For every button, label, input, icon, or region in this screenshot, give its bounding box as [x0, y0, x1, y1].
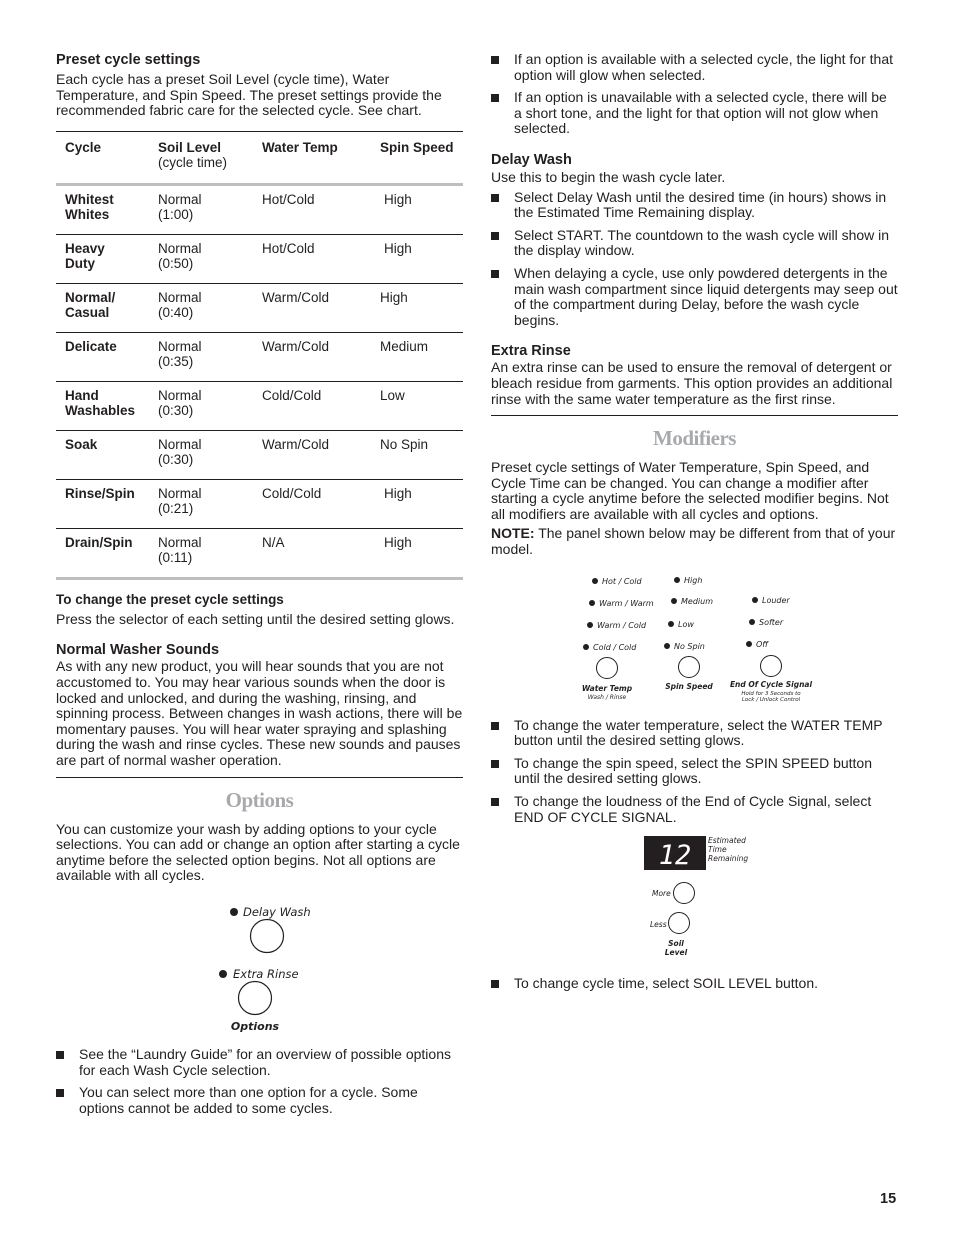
extra-rinse-text: An extra rinse can be used to ensure the removal of detergent or bleach residue from garments. This option provides an additional rinse with the same water temperature as the first rinse.: [491, 359, 893, 407]
delay-wash-button[interactable]: [251, 919, 284, 952]
cell-cycle: Drain/Spin: [56, 528, 149, 578]
cell-cycle: Whitest Whites: [56, 184, 149, 234]
table-row: [56, 430, 463, 479]
cell-cycle: Normal/ Casual: [56, 283, 149, 332]
list-item: When delaying a cycle, use only powdered detergents in the main wash compartment since liquid detergents may seep out of the compartment during Delay, before the wash cycle begins.: [491, 266, 898, 328]
note-label: NOTE:: [491, 525, 535, 542]
signal-option-softer: Softer: [759, 617, 784, 627]
extra-rinse-button[interactable]: [239, 981, 272, 1014]
cell-spin: Medium: [371, 332, 463, 381]
table-row: [56, 381, 463, 430]
list-item: You can select more than one option for a cycle. Some options cannot be added to some cycles.: [56, 1085, 463, 1116]
water-temp-button[interactable]: [597, 657, 618, 678]
temp-option-cold-cold: Cold / Cold: [593, 642, 637, 652]
table-row: [56, 479, 463, 528]
soil-level-bullets: [491, 976, 898, 992]
end-of-cycle-signal-label: End Of Cycle Signal: [729, 679, 813, 689]
list-item: Select Delay Wash until the desired time (in hours) shows in the Estimated Time Remaining display.: [491, 190, 898, 221]
signal-option-louder: Louder: [762, 595, 790, 605]
high-light: [674, 577, 680, 583]
list-item: If an option is unavailable with a selected cycle, there will be a short tone, and the light for that option will not glow when selected.: [491, 90, 898, 137]
sounds-heading: Normal Washer Sounds: [56, 642, 220, 659]
cell-temp: Cold/Cold: [253, 479, 371, 528]
options-bullets: [56, 1047, 463, 1116]
cell-cycle: Hand Washables: [56, 381, 149, 430]
list-item: See the “Laundry Guide” for an overview of possible options for each Wash Cycle selection.: [56, 1047, 463, 1078]
modifiers-text: Preset cycle settings of Water Temperature, Spin Speed, and Cycle Time can be changed. You can change a modifier after starting a cycle anytime before the selected modifier begins. Not all modifiers are available with all cycles and options.: [491, 459, 889, 522]
temp-option-warm-cold: Warm / Cold: [597, 620, 647, 630]
right-column: [491, 52, 898, 999]
warm-warm-light: [589, 600, 595, 606]
soil-level-panel-illustration: [491, 834, 898, 964]
cell-spin: Low: [371, 381, 463, 430]
modifiers-bullets: [491, 718, 898, 826]
options-panel-illustration: [56, 890, 463, 1032]
table-row: [56, 283, 463, 332]
cell-cycle: Soak: [56, 430, 149, 479]
modifiers-title: Modifiers: [653, 426, 736, 451]
delay-wash-bullets: [491, 190, 898, 329]
spin-option-low: Low: [678, 619, 694, 629]
cell-cycle: Heavy Duty: [56, 234, 149, 283]
cell-temp: N/A: [253, 528, 371, 578]
list-item: To change the water temperature, select the WATER TEMP button until the desired setting glows.: [491, 718, 898, 749]
medium-light: [671, 598, 677, 604]
water-temp-label: Water Temp: [581, 683, 633, 693]
cell-soil: Normal (0:40): [149, 283, 253, 332]
soil-label-2: Level: [664, 948, 688, 958]
display-label-estimated: Estimated: [708, 836, 746, 846]
cell-temp: Cold/Cold: [253, 381, 371, 430]
list-item: To change cycle time, select SOIL LEVEL button.: [491, 976, 898, 992]
cell-soil: Normal (0:11): [149, 528, 253, 578]
cell-spin: High: [371, 184, 463, 234]
display-label-time: Time: [708, 845, 727, 855]
preset-cycle-table: [56, 131, 463, 580]
soil-more-button[interactable]: [674, 883, 695, 904]
more-label: More: [652, 889, 671, 899]
off-light: [746, 641, 752, 647]
end-of-cycle-signal-sublabel-1: Hold for 3 Seconds to: [741, 690, 801, 697]
cell-soil: Normal (0:30): [149, 430, 253, 479]
water-temp-sublabel: Wash / Rinse: [587, 693, 627, 701]
options-text: You can customize your wash by adding options to your cycle selections. You can add or change an option after starting a cycle anytime before the selected option begins. Not all options are available with all cycles.: [56, 820, 460, 884]
softer-light: [749, 619, 755, 625]
header-cycle: Cycle: [65, 139, 102, 155]
louder-light: [752, 597, 758, 603]
delay-wash-heading: Delay Wash: [491, 151, 572, 168]
cell-soil: Normal (0:30): [149, 381, 253, 430]
section-divider: [491, 415, 898, 416]
list-item: To change the loudness of the End of Cycle Signal, select END OF CYCLE SIGNAL.: [491, 794, 898, 825]
sounds-text: As with any new product, you will hear sounds that you are not accustomed to. You may hear various sounds when the door is locked and unlocked, and during the washing, rinsing, and spinning process. Between changes in wash actions, there will be momentary pauses. You will hear water spraying and splashing during the wash and rinse cycles. These new sounds and pauses are part of normal washer operation.: [56, 658, 463, 768]
extra-rinse-heading: Extra Rinse: [491, 343, 571, 360]
temp-option-warm-warm: Warm / Warm: [599, 598, 654, 608]
cell-spin: High: [371, 479, 463, 528]
no-spin-light: [664, 643, 670, 649]
option-light-bullets: [491, 52, 898, 137]
cell-spin: High: [371, 283, 463, 332]
signal-option-off: Off: [756, 639, 769, 649]
table-header-row: [56, 131, 463, 184]
cell-soil: Normal (0:21): [149, 479, 253, 528]
cell-cycle: Rinse/Spin: [56, 479, 149, 528]
cell-spin: High: [371, 234, 463, 283]
list-item: Select START. The countdown to the wash cycle will show in the display window.: [491, 228, 898, 259]
change-settings-text: Press the selector of each setting until the desired setting glows.: [56, 610, 455, 627]
low-light: [668, 621, 674, 627]
spin-option-high: High: [684, 575, 703, 585]
list-item: To change the spin speed, select the SPIN SPEED button until the desired setting glows.: [491, 756, 898, 787]
cell-soil: Normal (0:50): [149, 234, 253, 283]
soil-less-button[interactable]: [669, 913, 690, 934]
end-of-cycle-signal-button[interactable]: [761, 655, 782, 676]
delay-wash-label: Delay Wash: [243, 904, 311, 919]
soil-label-1: Soil: [668, 939, 684, 949]
delay-wash-intro: Use this to begin the wash cycle later.: [491, 168, 726, 185]
options-title: Options: [225, 787, 294, 812]
header-soil-level: Soil Level (cycle time): [149, 131, 253, 184]
note-text: The panel shown below may be different from that of your model.: [491, 525, 896, 558]
cell-cycle: Delicate: [56, 332, 149, 381]
spin-speed-button[interactable]: [679, 656, 700, 677]
cell-temp: Hot/Cold: [253, 184, 371, 234]
hot-cold-light: [592, 578, 598, 584]
delay-wash-indicator-light: [230, 908, 238, 916]
options-panel-label: Options: [230, 1019, 280, 1032]
page-number: 15: [880, 1191, 897, 1207]
spin-speed-label: Spin Speed: [665, 681, 713, 691]
cold-cold-light: [583, 644, 589, 650]
modifiers-note: [491, 526, 898, 557]
table-row: [56, 234, 463, 283]
header-water-temp: Water Temp: [262, 139, 338, 155]
modifiers-panel-illustration: [491, 568, 898, 702]
table-row: [56, 332, 463, 381]
preset-intro: Each cycle has a preset Soil Level (cycle time), Water Temperature, and Spin Speed. The preset settings provide the recommended fabric care for the selected cycle. See chart.: [56, 71, 442, 119]
end-of-cycle-signal-sublabel-2: Lock / Unlock Control: [741, 696, 801, 702]
warm-cold-light: [587, 622, 593, 628]
cell-temp: Hot/Cold: [253, 234, 371, 283]
change-settings-heading: To change the preset cycle settings: [56, 591, 284, 607]
cell-soil: Normal (1:00): [149, 184, 253, 234]
display-label-remaining: Remaining: [708, 854, 749, 864]
header-spin-speed: Spin Speed: [380, 139, 454, 155]
table-row: [56, 528, 463, 578]
extra-rinse-indicator-light: [219, 970, 227, 978]
left-column: [56, 52, 463, 1123]
cell-temp: Warm/Cold: [253, 332, 371, 381]
section-divider: [56, 777, 463, 778]
cell-temp: Warm/Cold: [253, 283, 371, 332]
table-row: [56, 184, 463, 234]
header-cycle-time: (cycle time): [158, 155, 228, 171]
spin-option-no-spin: No Spin: [674, 641, 705, 651]
cell-soil: Normal (0:35): [149, 332, 253, 381]
list-item: If an option is available with a selected cycle, the light for that option will glow when selected.: [491, 52, 898, 83]
extra-rinse-label: Extra Rinse: [233, 966, 299, 981]
spin-option-medium: Medium: [681, 596, 713, 606]
display-digits: 12: [658, 840, 692, 872]
cell-temp: Warm/Cold: [253, 430, 371, 479]
preset-heading: Preset cycle settings: [56, 52, 201, 68]
cell-spin: No Spin: [371, 430, 463, 479]
cell-spin: High: [371, 528, 463, 578]
temp-option-hot-cold: Hot / Cold: [602, 576, 642, 586]
less-label: Less: [650, 920, 667, 930]
